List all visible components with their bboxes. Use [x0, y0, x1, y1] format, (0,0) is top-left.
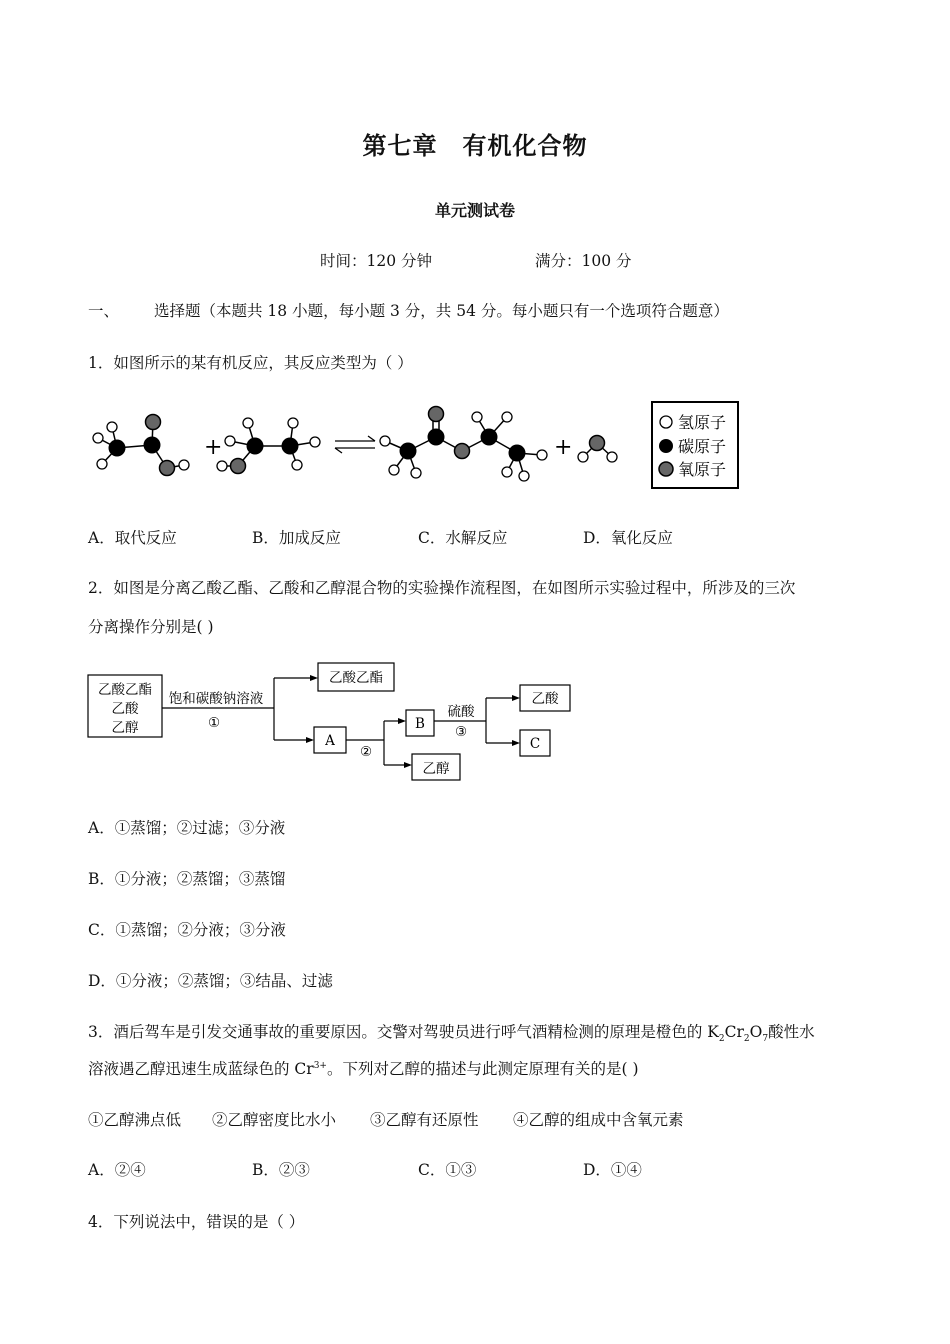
q3-option-a: A．②④	[88, 1161, 146, 1179]
reagent-sodium-carbonate: 饱和碳酸钠溶液	[168, 691, 264, 707]
legend-hydrogen: 氢原子	[678, 413, 727, 432]
q1-option-d: D．氧化反应	[583, 529, 673, 547]
q1-reaction-figure	[80, 395, 750, 495]
legend-carbon: 碳原子	[678, 437, 727, 456]
water-molecule	[578, 436, 617, 463]
q1-option-b: B．加成反应	[252, 529, 341, 547]
q3-stem-line1: 3．酒后驾车是引发交通事故的重要原因。交警对驾驶员进行呼气酒精检测的原理是橙色的 $K_2Cr_2O_7$酸性水	[88, 1023, 815, 1045]
time-label: 时间：120 分钟	[320, 252, 433, 270]
q2-option-d: D．①分液；②蒸馏；③结晶、过滤	[88, 972, 333, 990]
q1-stem: 1．如图所示的某有机反应，其反应类型为（ ）	[88, 354, 413, 372]
q3-statement-3: ③乙醇有还原性	[370, 1111, 479, 1129]
product-ethanol: 乙醇	[422, 761, 450, 777]
q2-stem-line1: 2．如图是分离乙酸乙酯、乙酸和乙醇混合物的实验操作流程图，在如图所示实验过程中，所涉及的三次	[88, 579, 796, 597]
mix-acetic-acid: 乙酸	[111, 701, 139, 717]
page-subtitle: 单元测试卷	[434, 201, 515, 220]
node-c: C	[529, 736, 541, 752]
oxygen-legend-icon	[659, 462, 673, 476]
q2-option-c: C．①蒸馏；②分液；③分液	[88, 921, 286, 939]
q3-statement-2: ②乙醇密度比水小	[212, 1111, 337, 1129]
step-1-label: ①	[207, 715, 221, 731]
step-3-label: ③	[454, 724, 468, 740]
q2-option-a: A．①蒸馏；②过滤；③分液	[88, 819, 286, 837]
plus-sign-1: +	[204, 435, 223, 460]
q4-stem: 4．下列说法中，错误的是（ ）	[88, 1213, 305, 1231]
score-label: 满分：100 分	[535, 252, 632, 270]
q2-stem-line2: 分离操作分别是( )	[88, 618, 214, 636]
hydrogen-legend-icon	[660, 416, 672, 428]
q2-flow-chart	[80, 655, 580, 785]
plus-sign-2: +	[554, 435, 573, 460]
q3-statement-4: ④乙醇的组成中含氧元素	[513, 1111, 684, 1129]
atom-legend	[652, 402, 738, 488]
q2-option-b: B．①分液；②蒸馏；③蒸馏	[88, 870, 286, 888]
mix-ethyl-acetate: 乙酸乙酯	[98, 682, 152, 698]
q1-option-c: C．水解反应	[418, 529, 508, 547]
product-ethyl-acetate: 乙酸乙酯	[329, 670, 383, 686]
q3-statement-1: ①乙醇沸点低	[88, 1111, 182, 1129]
reversible-arrow-icon	[335, 436, 375, 453]
node-b: B	[415, 716, 425, 732]
legend-oxygen: 氧原子	[678, 460, 727, 479]
q1-option-a: A．取代反应	[88, 529, 177, 547]
node-a: A	[325, 733, 335, 749]
product-acetic-acid: 乙酸	[531, 691, 559, 707]
q3-option-b: B．②③	[252, 1161, 310, 1179]
mix-ethanol: 乙醇	[111, 720, 139, 736]
q3-option-d: D．①④	[583, 1161, 642, 1179]
acetic-acid-molecule	[93, 415, 189, 476]
section-text: 选择题（本题共 18 小题，每小题 3 分，共 54 分。每小题只有一个选项符合题意）	[154, 302, 729, 320]
carbon-legend-icon	[659, 439, 673, 453]
q3-stem-line2: 溶液遇乙醇迅速生成蓝绿色的 $Cr^{3+}$。下列对乙醇的描述与此测定原理有关的是( )	[88, 1060, 639, 1078]
reagent-sulfuric-acid: 硫酸	[447, 704, 475, 720]
step-2-label: ②	[359, 744, 373, 760]
page-title: 第七章 有机化合物	[362, 131, 588, 160]
q3-option-c: C．①③	[418, 1161, 477, 1179]
section-number: 一、	[88, 302, 120, 320]
